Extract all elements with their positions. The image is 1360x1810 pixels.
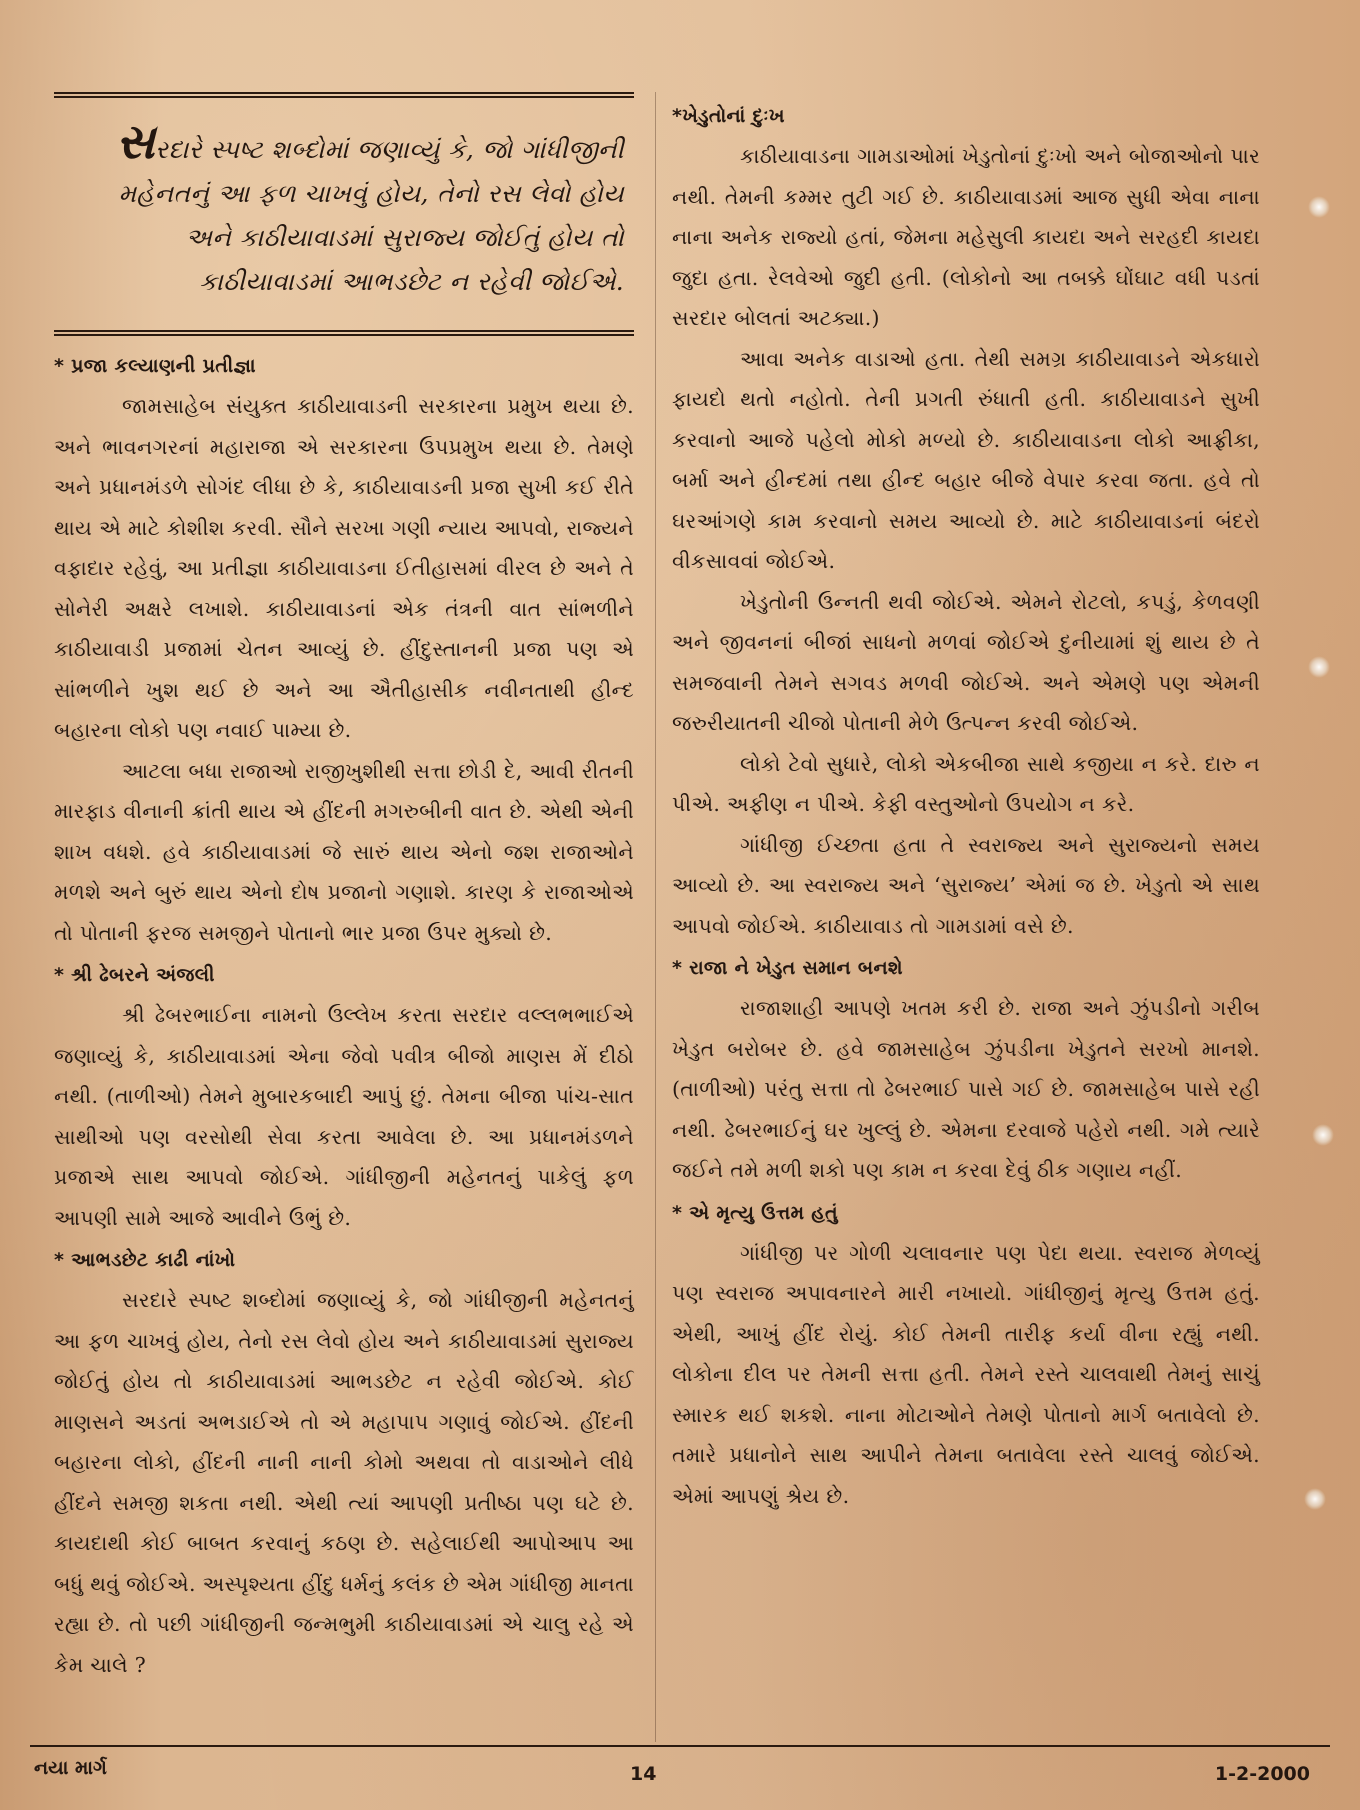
issue-date: 1-2-2000 bbox=[1214, 1763, 1310, 1785]
left-column bbox=[54, 92, 634, 1685]
right-column bbox=[672, 94, 1260, 1516]
paragraph: ગાંધીજી પર ગોળી ચલાવનાર પણ પેદા થયા. સ્વરાજ મેળવ્યું પણ સ્વરાજ અપાવનારને મારી નખાયો. ગાંધીજીનું મૃત્યુ ઉત્તમ હતું. એથી, આખું હીંદ રોયું. કોઈ તેમની તારીફ કર્યા વીના રહ્યું નથી. લોકોના દીલ પર તેમની સત્તા હતી. તેમને રસ્તે ચાલવાથી તેમનું સાચું સ્મારક થઈ શકશે. નાના મોટાઓને તેમણે પોતાનો માર્ગ બતાવેલો છે. તમારે પ્રધાનોને સાથ આપીને તેમના બતાવેલા રસ્તે ચાલવું જોઈએ. એમાં આપણું શ્રેય છે. bbox=[672, 1240, 1260, 1508]
pin-hole-mark bbox=[1304, 1488, 1326, 1510]
column-divider bbox=[655, 92, 656, 1742]
pin-hole-mark bbox=[1308, 656, 1330, 678]
pull-quote bbox=[54, 92, 634, 336]
paragraph: જામસાહેબ સંયુક્ત કાઠીયાવાડની સરકારના પ્રમુખ થયા છે. અને ભાવનગરનાં મહારાજા એ સરકારના ઉપપ્રમુખ થયા છે. તેમણે અને પ્રધાનમંડળે સોગંદ લીધા છે કે, કાઠીયાવાડની પ્રજા સુખી કઈ રીતે થાય એ માટે કોશીશ કરવી. સૌને સરખા ગણી ન્યાય આપવો, રાજ્યને વફાદાર રહેવું, આ પ્રતીજ્ઞા કાઠીયાવાડના ઈતીહાસમાં વીરલ છે અને તે સોનેરી અક્ષરે લખાશે. કાઠીયાવાડનાં એક તંત્રની વાત સાંભળીને કાઠીયાવાડી પ્રજામાં ચેતન આવ્યું છે. હીંદુસ્તાનની પ્રજા પણ એ સાંભળીને ખુશ થઈ છે અને આ ઐતીહાસીક નવીનતાથી હીન્દ બહારના લોકો પણ નવાઈ પામ્યા છે. bbox=[54, 394, 634, 742]
paragraph: આવા અનેક વાડાઓ હતા. તેથી સમગ્ર કાઠીયાવાડને એકધારો ફાયદો થતો નહોતો. તેની પ્રગતી રુંધાતી હતી. કાઠીયાવાડને સુખી કરવાનો આજે પહેલો મોકો મળ્યો છે. કાઠીયાવાડના લોકો આફ્રીકા, બર્મા અને હીન્દમાં તથા હીન્દ બહાર બીજે વેપાર કરવા જતા. હવે તો ઘરઆંગણે કામ કરવાનો સમય આવ્યો છે. માટે કાઠીયાવાડનાં બંદરો વીકસાવવાં જોઈએ. bbox=[672, 346, 1260, 573]
paragraph: શ્રી ઢેબરભાઈના નામનો ઉલ્લેખ કરતા સરદાર વલ્લભભાઈએ જણાવ્યું કે, કાઠીયાવાડમાં એના જેવો પવીત્ર બીજો માણસ મેં દીઠો નથી. (તાળીઓ) તેમને મુબારકબાદી આપું છું. તેમના બીજા પાંચ-સાત સાથીઓ પણ વરસોથી સેવા કરતા આવેલા છે. આ પ્રધાનમંડળને પ્રજાએ સાથ આપવો જોઈએ. ગાંધીજીની મહેનતનું પાકેલું ફળ આપણી સામે આજે આવીને ઉભું છે. bbox=[54, 1003, 634, 1230]
page-footer bbox=[30, 1745, 1330, 1797]
section-heading: * શ્રી ઢેબરને અંજલી bbox=[54, 964, 215, 986]
publication-name: નયા માર્ગ bbox=[34, 1757, 107, 1779]
paragraph: આટલા બધા રાજાઓ રાજીખુશીથી સત્તા છોડી દે, આવી રીતની મારફાડ વીનાની ક્રાંતી થાય એ હીંદની મગરુબીની વાત છે. એથી એની શાખ વધશે. હવે કાઠીયાવાડમાં જે સારું થાય એનો જશ રાજાઓને મળશે અને બુરું થાય એનો દોષ પ્રજાનો ગણાશે. કારણ કે રાજાઓએ તો પોતાની ફરજ સમજીને પોતાનો ભાર પ્રજા ઉપર મુક્યો છે. bbox=[54, 758, 634, 945]
pull-quote-text: રદારે સ્પષ્ટ શબ્દોમાં જણાવ્યું કે, જો ગાંધીજીની મહેનતનું આ ફળ ચાખવું હોય, તેનો રસ લેવો હોય અને કાઠીયાવાડમાં સુરાજ્ય જોઈતું હોય તો કાઠીયાવાડમાં આભડછેટ ન રહેવી જોઈએ. bbox=[118, 135, 624, 296]
paragraph: ખેડુતોની ઉન્નતી થવી જોઈએ. એમને રોટલો, કપડું, કેળવણી અને જીવનનાં બીજાં સાધનો મળવાં જોઈએ દુનીયામાં શું થાય છે તે સમજવાની તેમને સગવડ મળવી જોઈએ. અને એમણે પણ એમની જરુરીયાતની ચીજો પોતાની મેળે ઉત્પન્ન કરવી જોઈએ. bbox=[672, 589, 1260, 735]
paragraph: લોકો ટેવો સુધારે, લોકો એકબીજા સાથે કજીયા ન કરે. દારુ ન પીએ. અફીણ ન પીએ. કેફી વસ્તુઓનો ઉપયોગ ન કરે. bbox=[672, 751, 1260, 816]
section-heading: * રાજા ને ખેડુત સમાન બનશે bbox=[672, 957, 903, 979]
paragraph: સરદારે સ્પષ્ટ શબ્દોમાં જણાવ્યું કે, જો ગાંધીજીની મહેનતનું આ ફળ ચાખવું હોય, તેનો રસ લેવો હોય અને કાઠીયાવાડમાં સુરાજ્ય જોઈતું હોય તો કાઠીયાવાડમાં આભડછેટ ન રહેવી જોઈએ. કોઈ માણસને અડતાં અભડાઈએ તો એ મહાપાપ ગણાવું જોઈએ. હીંદની બહારના લોકો, હીંદની નાની નાની કોમો અથવા તો વાડાઓને લીધે હીંદને સમજી શકતા નથી. એથી ત્યાં આપણી પ્રતીષ્ઠા પણ ઘટે છે. કાયદાથી કોઈ બાબત કરવાનું કઠણ છે. સહેલાઈથી આપોઆપ આ બધું થવું જોઈએ. અસ્પૃશ્યતા હીંદુ ધર્મનું કલંક છે એમ ગાંધીજી માનતા રહ્યા છે. તો પછી ગાંધીજીની જન્મભુમી કાઠીયાવાડમાં એ ચાલુ રહે એ કેમ ચાલે ? bbox=[54, 1288, 634, 1677]
section-heading: *ખેડુતોનાં દુઃખ bbox=[672, 105, 785, 127]
paragraph: ગાંધીજી ઈચ્છતા હતા તે સ્વરાજ્ય અને સુરાજ્યનો સમય આવ્યો છે. આ સ્વરાજ્ય અને ‘સુરાજ્ય’ એમાં જ છે. ખેડુતો એ સાથ આપવો જોઈએ. કાઠીયાવાડ તો ગામડામાં વસે છે. bbox=[672, 832, 1260, 938]
paragraph: રાજાશાહી આપણે ખતમ કરી છે. રાજા અને ઝુંપડીનો ગરીબ ખેડુત બરોબર છે. હવે જામસાહેબ ઝુંપડીના ખેડુતને સરખો માનશે. (તાળીઓ) પરંતુ સત્તા તો ઢેબરભાઈ પાસે ગઈ છે. જામસાહેબ પાસે રહી નથી. ઢેબરભાઈનું ઘર ખુલ્લું છે. એમના દરવાજે પહેરો નથી. ગમે ત્યારે જઈને તમે મળી શકો પણ કામ ન કરવા દેવું ઠીક ગણાય નહીં. bbox=[672, 996, 1260, 1182]
section-heading: * આભડછેટ કાઢી નાંખો bbox=[54, 1249, 236, 1271]
pin-hole-mark bbox=[1312, 1124, 1334, 1146]
paragraph: કાઠીયાવાડના ગામડાઓમાં ખેડુતોનાં દુઃખો અને બોજાઓનો પાર નથી. તેમની કમ્મર તુટી ગઈ છે. કાઠીયાવાડમાં આજ સુધી એવા નાના નાના અનેક રાજ્યો હતાં, જેમના મહેસુલી કાયદા અને સરહદી કાયદા જુદા હતા. રેલવેઓ જુદી હતી. (લોકોનો આ તબક્કે ઘોંઘાટ વધી પડતાં સરદાર બોલતાં અટક્યા.) bbox=[672, 144, 1260, 330]
section-heading: * પ્રજા કલ્યાણની પ્રતીજ્ઞા bbox=[54, 355, 256, 377]
page-number: 14 bbox=[630, 1763, 657, 1785]
section-heading: * એ મૃત્યુ ઉત્તમ હતું bbox=[672, 1201, 838, 1224]
pin-hole-mark bbox=[1308, 196, 1330, 218]
pull-quote-initial: સ bbox=[115, 114, 156, 170]
